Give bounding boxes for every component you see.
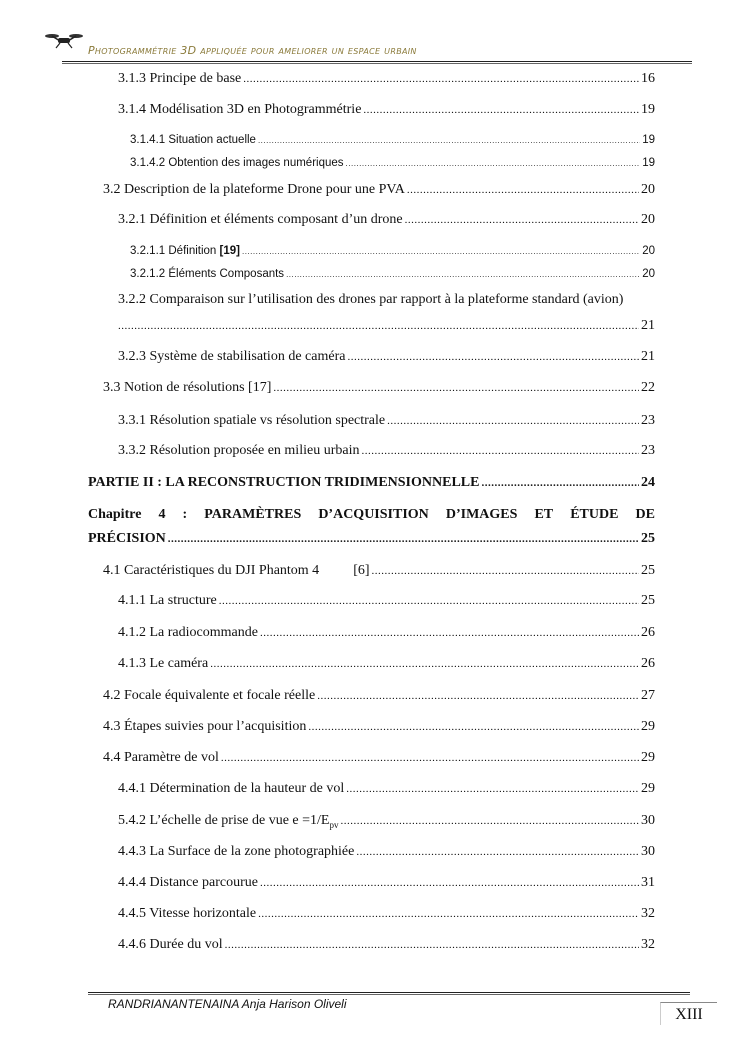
footer-divider-secondary xyxy=(88,994,690,995)
reference-tag: [6] xyxy=(353,563,370,578)
toc-leader xyxy=(347,351,639,363)
toc-entry-label: 3.2 Description de la plateforme Drone pour une PVA xyxy=(103,182,405,197)
toc-leader xyxy=(219,595,639,607)
toc-entry-label: 4.1.1 La structure xyxy=(118,593,217,608)
toc-chapter-continuation[interactable] xyxy=(88,531,655,547)
page-number: XIII xyxy=(660,1002,717,1025)
toc-entry[interactable] xyxy=(118,212,655,228)
toc-entry-label: PARTIE II : LA RECONSTRUCTION TRIDIMENSIONNELLE xyxy=(88,475,480,490)
toc-entry[interactable] xyxy=(118,813,655,830)
toc-entry-page: 19 xyxy=(642,157,655,169)
toc-chapter-title[interactable] xyxy=(88,507,655,523)
toc-entry-page: 20 xyxy=(641,182,655,197)
toc-entry[interactable] xyxy=(118,937,655,953)
toc-leader xyxy=(407,184,639,196)
footer-author: RANDRIANANTENAINA Anja Harison Oliveli xyxy=(108,997,347,1011)
toc-entry-label: 3.2.1 Définition et éléments composant d’un drone xyxy=(118,212,403,227)
toc-entry-page: 24 xyxy=(641,475,655,490)
toc-leader xyxy=(372,565,639,577)
toc-entry-page: 26 xyxy=(641,656,655,671)
toc-leader xyxy=(273,382,639,394)
toc-entry-page: 31 xyxy=(641,875,655,890)
toc-entry[interactable] xyxy=(118,71,655,87)
toc-leader xyxy=(118,320,639,332)
toc-entry[interactable] xyxy=(118,102,655,118)
toc-entry[interactable] xyxy=(118,906,655,922)
toc-entry[interactable] xyxy=(130,134,655,146)
toc-leader xyxy=(260,877,639,889)
toc-entry-label: 4.4.1 Détermination de la hauteur de vol xyxy=(118,781,345,796)
toc-entry-label: PRÉCISION xyxy=(88,531,166,546)
toc-entry[interactable] xyxy=(118,625,655,641)
toc-entry-label: 4.2 Focale équivalente et focale réelle xyxy=(103,688,316,703)
toc-entry-page: 21 xyxy=(641,349,655,364)
toc-entry-page: 25 xyxy=(641,563,655,578)
chapter-word: ET xyxy=(534,507,554,522)
chapter-word: Chapitre xyxy=(88,507,142,522)
toc-leader xyxy=(258,908,639,920)
toc-entry-label: 5.4.2 L’échelle de prise de vue $e =1/E_{pv}$ xyxy=(118,813,339,830)
toc-leader xyxy=(260,627,639,639)
toc-entry-page: 23 xyxy=(641,443,655,458)
toc-entry-page: 25 xyxy=(641,593,655,608)
toc-entry-page: 29 xyxy=(641,781,655,796)
toc-entry[interactable] xyxy=(118,844,655,860)
toc-entry-label: 3.2.1.2 Éléments Composants xyxy=(130,268,285,280)
toc-entry-page: 32 xyxy=(641,906,655,921)
toc-entry-label: 4.1.3 Le caméra xyxy=(118,656,209,671)
toc-entry[interactable] xyxy=(118,593,655,609)
toc-entry-page: 26 xyxy=(641,625,655,640)
toc-entry-page: 22 xyxy=(641,380,655,395)
toc-leader xyxy=(387,415,639,427)
toc-entry-label: 3.1.3 Principe de base xyxy=(118,71,242,86)
toc-entry[interactable] xyxy=(130,157,655,169)
toc-entry-page: 23 xyxy=(641,413,655,428)
toc-entry-label: 3.1.4.1 Situation actuelle xyxy=(130,134,256,146)
toc-leader xyxy=(221,752,639,764)
toc-leader xyxy=(286,270,640,279)
toc-part-entry[interactable] xyxy=(88,475,655,491)
toc-entry-label: 3.2.3 Système de stabilisation de caméra xyxy=(118,349,346,364)
toc-entry-label: 4.4.5 Vitesse horizontale xyxy=(118,906,257,921)
toc-entry-label: 3.3 Notion de résolutions [17] xyxy=(103,380,272,395)
toc-entry[interactable] xyxy=(103,719,655,735)
toc-entry-continuation[interactable] xyxy=(118,318,655,334)
toc-entry-page: 25 xyxy=(641,531,655,546)
toc-leader xyxy=(340,815,639,827)
chapter-word: D’ACQUISITION xyxy=(318,507,429,522)
footer-divider xyxy=(88,992,690,993)
toc-entry-label[interactable]: 3.2.2 Comparaison sur l’utilisation des drones par rapport à la plateforme standard (avion) xyxy=(118,292,624,307)
toc-entry-page: 29 xyxy=(641,750,655,765)
toc-entry-label: 3.3.1 Résolution spatiale vs résolution spectrale xyxy=(118,413,386,428)
chapter-word: ÉTUDE xyxy=(570,507,619,522)
toc-entry[interactable] xyxy=(118,413,655,429)
toc-leader xyxy=(210,658,639,670)
toc-entry[interactable] xyxy=(130,268,655,280)
toc-entry[interactable] xyxy=(103,750,655,766)
toc-leader xyxy=(258,136,640,145)
toc-leader xyxy=(242,247,640,256)
toc-leader xyxy=(363,104,639,116)
toc-entry[interactable] xyxy=(118,875,655,891)
toc-leader xyxy=(346,159,641,168)
toc-leader xyxy=(481,477,639,489)
toc-leader xyxy=(308,721,639,733)
toc-entry[interactable] xyxy=(103,688,655,704)
toc-entry-page: 19 xyxy=(642,134,655,146)
toc-entry-page: 20 xyxy=(642,268,655,280)
toc-entry[interactable] xyxy=(103,182,655,198)
header-title: Photogrammétrie 3D appliquée pour ameliorer un espace urbain xyxy=(88,44,417,57)
toc-entry[interactable] xyxy=(103,563,655,579)
toc-entry[interactable] xyxy=(118,349,655,365)
toc-entry-label: 4.3 Étapes suivies pour l’acquisition xyxy=(103,719,307,734)
toc-leader xyxy=(168,533,639,545)
toc-entry-page: 20 xyxy=(641,212,655,227)
toc-entry[interactable] xyxy=(130,245,655,257)
chapter-word: DE xyxy=(635,507,655,522)
toc-leader xyxy=(361,445,639,457)
toc-entry-label: 3.3.2 Résolution proposée en milieu urbain xyxy=(118,443,360,458)
toc-entry-page: 30 xyxy=(641,844,655,859)
toc-leader xyxy=(243,73,639,85)
toc-leader xyxy=(405,214,639,226)
toc-leader xyxy=(225,939,639,951)
toc-entry-page: 29 xyxy=(641,719,655,734)
toc-entry-label: 3.2.1.1 Définition [19] xyxy=(130,245,240,257)
toc-entry-page: 19 xyxy=(641,102,655,117)
toc-entry-page: 21 xyxy=(641,318,655,333)
toc-entry-label: 4.1.2 La radiocommande xyxy=(118,625,258,640)
toc-entry[interactable] xyxy=(118,443,655,459)
reference-tag: [19] xyxy=(219,245,240,257)
toc-leader xyxy=(356,846,639,858)
subscript: pv xyxy=(329,819,339,830)
toc-entry-label: 4.4.3 La Surface de la zone photographiée xyxy=(118,844,355,859)
toc-entry[interactable] xyxy=(103,380,655,396)
toc-entry-label: 4.4.4 Distance parcourue xyxy=(118,875,258,890)
chapter-word: D’IMAGES xyxy=(445,507,518,522)
toc-leader xyxy=(346,783,639,795)
toc-entry-label: 3.1.4 Modélisation 3D en Photogrammétrie xyxy=(118,102,362,117)
toc-leader xyxy=(317,690,639,702)
chapter-word: 4 xyxy=(158,507,166,522)
chapter-word: : xyxy=(182,507,188,522)
toc-entry[interactable] xyxy=(118,781,655,797)
toc-entry-page: 20 xyxy=(642,245,655,257)
toc-entry-label: 3.1.4.2 Obtention des images numériques xyxy=(130,157,344,169)
toc-entry-page: 30 xyxy=(641,813,655,828)
chapter-word: PARAMÈTRES xyxy=(204,507,302,522)
toc-entry[interactable] xyxy=(118,656,655,672)
toc-entry-label: 4.4.6 Durée du vol xyxy=(118,937,223,952)
toc-entry-page: 16 xyxy=(641,71,655,86)
toc-entry-label: 4.1 Caractéristiques du DJI Phantom 4 [6] xyxy=(103,563,370,578)
toc-entry-label: 4.4 Paramètre de vol xyxy=(103,750,219,765)
toc-entry-page: 32 xyxy=(641,937,655,952)
toc-entry-page: 27 xyxy=(641,688,655,703)
